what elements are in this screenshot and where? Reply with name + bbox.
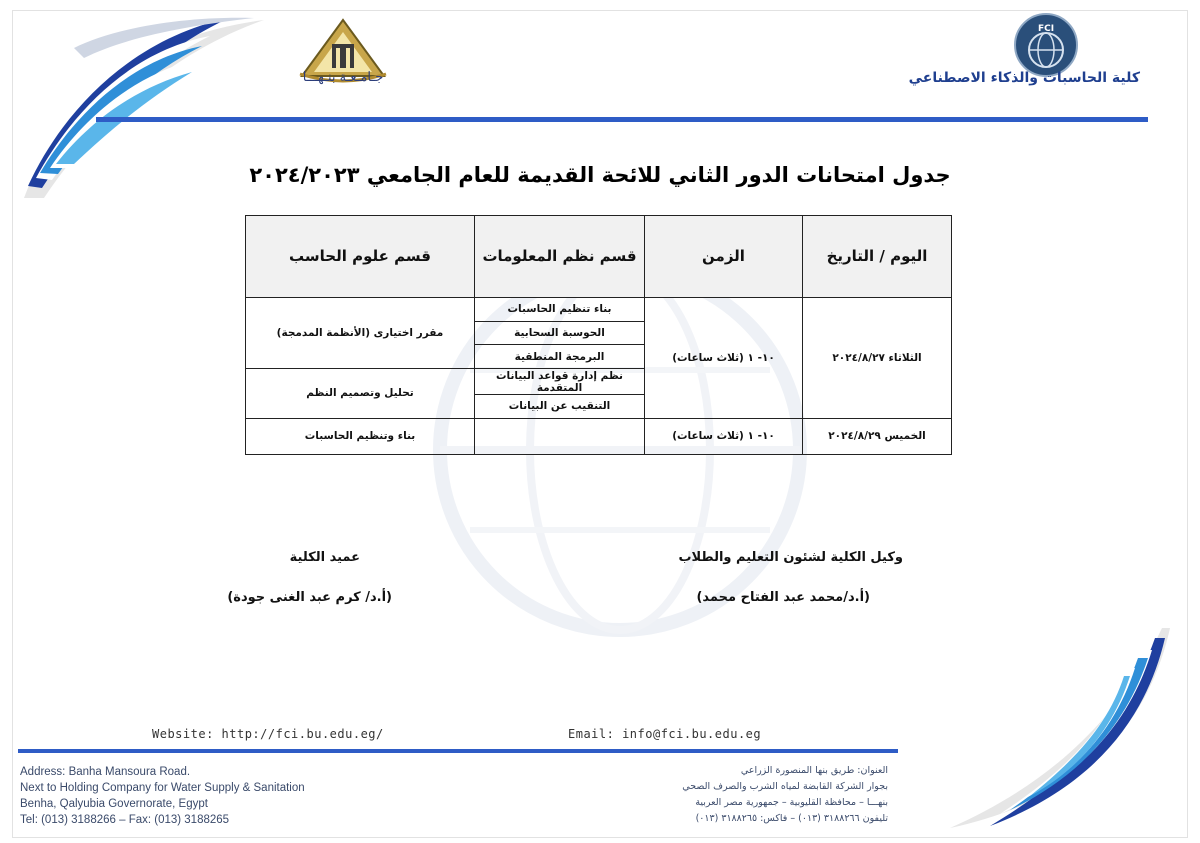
address-arabic: [558, 763, 888, 827]
day1-is-course: البرمجة المنطقية: [475, 345, 645, 369]
address-ar-line: تليفون ٣١٨٨٢٦٦ (٠١٣) – فاكس: ٣١٨٨٢٦٥ (٠١٣): [695, 813, 888, 824]
header-time: الزمن: [645, 216, 803, 298]
footer-email: Email: info@fci.bu.edu.eg: [568, 727, 762, 741]
address-en-line: Tel: (013) 3188266 – Fax: (013) 3188265: [20, 814, 230, 826]
header-date: اليوم / التاريخ: [803, 216, 952, 298]
university-name: جـامـعـة بنـهـــا: [302, 70, 384, 85]
exam-schedule-table: [245, 215, 952, 455]
dean-name: (أ.د/ كرم عبد الغنى جودة): [227, 590, 392, 605]
address-ar-line: بجوار الشركة القابضة لمياه الشرب والصرف الصحي: [682, 781, 888, 792]
footer-divider: [18, 749, 898, 753]
day1-time: ١٠- ١ (ثلاث ساعات): [645, 297, 803, 418]
table-row: [246, 297, 952, 321]
vice-dean-name: (أ.د/محمد عبد الفتاح محمد): [696, 590, 870, 605]
day2-is-course: [475, 418, 645, 454]
table-row: [246, 418, 952, 454]
day1-is-course: الحوسبة السحابية: [475, 321, 645, 345]
day1-is-course: بناء تنظيم الحاسبات: [475, 297, 645, 321]
header-cs-dept: قسم علوم الحاسب: [246, 216, 475, 298]
address-en-line: Benha, Qalyubia Governorate, Egypt: [20, 798, 208, 810]
footer-website: Website: http://fci.bu.edu.eg/: [152, 727, 384, 741]
header-is-dept: قسم نظم المعلومات: [475, 216, 645, 298]
address-en-line: Next to Holding Company for Water Supply & Sanitation: [20, 782, 305, 794]
faculty-name: كلية الحاسبات والذكاء الاصطناعي: [908, 70, 1140, 86]
fci-logo-text: FCI: [1037, 24, 1055, 34]
header-divider: [96, 117, 1148, 122]
day1-cs-course: تحليل وتصميم النظم: [246, 369, 475, 419]
bottom-right-swoosh-graphic: [930, 628, 1180, 838]
address-english: [20, 764, 305, 828]
day1-is-course: نظم إدارة قواعد البيانات المتقدمة: [475, 369, 645, 395]
day2-date: الخميس ٢٠٢٤/٨/٢٩: [803, 418, 952, 454]
table-header-row: [246, 216, 952, 298]
day1-is-course: التنقيب عن البيانات: [475, 394, 645, 418]
address-ar-line: العنوان: طريق بنها المنصورة الزراعي: [740, 765, 888, 776]
vice-dean-title: وكيل الكلية لشئون التعليم والطلاب: [678, 550, 903, 565]
dean-title: عميد الكلية: [289, 550, 360, 565]
day1-cs-course: مقرر اختيارى (الأنظمة المدمجة): [246, 297, 475, 368]
day2-cs-course: بناء وتنظيم الحاسبات: [246, 418, 475, 454]
day2-time: ١٠- ١ (ثلاث ساعات): [645, 418, 803, 454]
day1-date: الثلاثاء ٢٠٢٤/٨/٢٧: [803, 297, 952, 418]
fci-faculty-logo: [1013, 12, 1079, 78]
document-title: جدول امتحانات الدور الثاني للائحة القديمة للعام الجامعي ٢٠٢٤/٢٠٢٣: [249, 163, 951, 187]
address-en-line: Address: Banha Mansoura Road.: [20, 766, 191, 778]
address-ar-line: بنهـــا – محافظة القليوبية – جمهورية مصر العربية: [695, 797, 888, 808]
